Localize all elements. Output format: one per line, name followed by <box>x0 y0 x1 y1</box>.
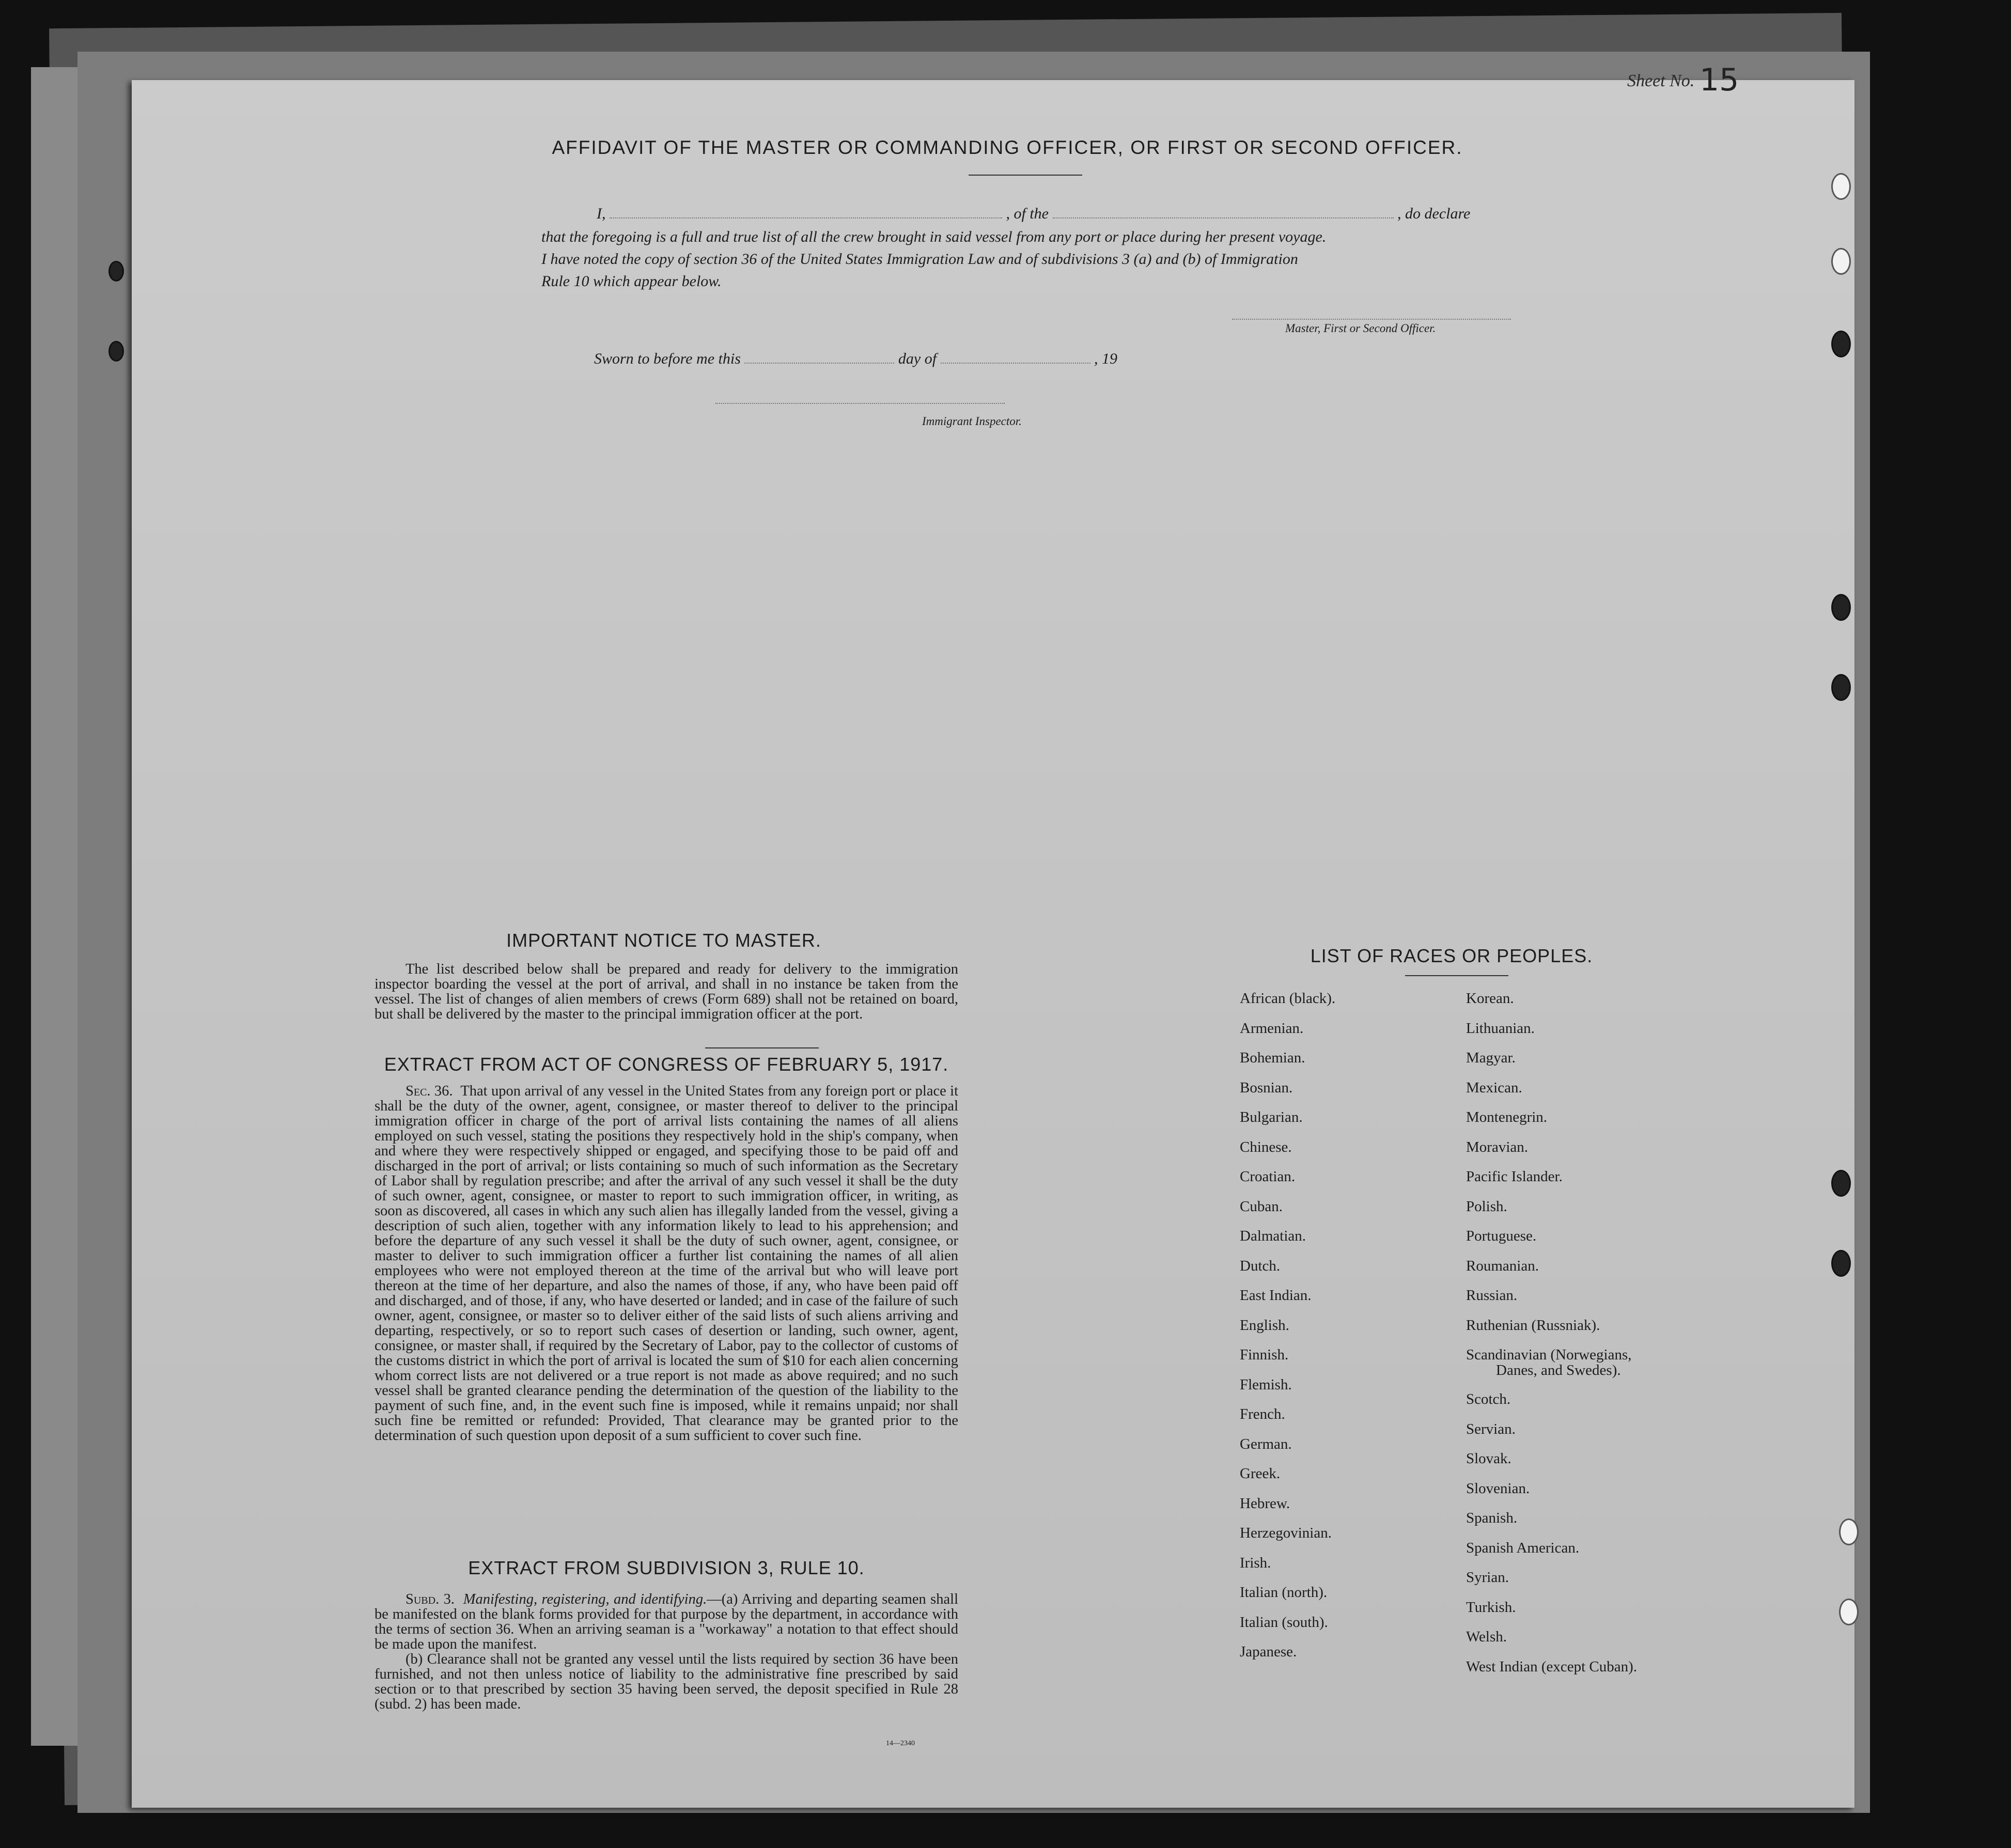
race-item: Roumanian. <box>1466 1257 1539 1274</box>
race-item: East Indian. <box>1240 1287 1312 1304</box>
section-label: Sec. 36. <box>406 1083 453 1099</box>
race-item: Korean. <box>1466 990 1514 1007</box>
rule-text <box>375 1592 958 1712</box>
page-number: 146 <box>1885 132 1933 158</box>
notice-title: IMPORTANT NOTICE TO MASTER. <box>506 930 821 951</box>
race-item: Lithuanian. <box>1466 1020 1535 1037</box>
officer-signature-label: Master, First or Second Officer. <box>1285 322 1436 335</box>
race-item: Mexican. <box>1466 1079 1522 1096</box>
race-item: English. <box>1240 1317 1289 1334</box>
rule-paragraph-b: (b) Clearance shall not be granted any vessel until the lists required by section 36 have been furnished, and not then unless notice of liability to the administrative fine prescribed by said section or to that prescribed by section 35 having been served, the deposit specified in Rule 28 (subd. 2) has been made. <box>375 1651 958 1712</box>
binder-hole-icon <box>108 261 124 281</box>
race-item: Italian (north). <box>1240 1584 1328 1601</box>
divider <box>969 175 1082 176</box>
race-item: Spanish American. <box>1466 1539 1580 1556</box>
rule-paragraph-a: —(a) Arriving and departing seamen shall be manifested on the blank forms provided for that purpose by the department, in accordance with the terms of section 36. When an arriving seaman is a "workaway" a notation to that effect should be made upon the manifest. <box>375 1591 958 1652</box>
sworn-label: Sworn to before me this <box>594 350 741 367</box>
day-of-label: day of <box>898 350 937 367</box>
race-item: Moravian. <box>1466 1138 1528 1155</box>
race-item: African (black). <box>1240 990 1336 1007</box>
races-column-2 <box>1466 990 1637 1688</box>
officer-signature-line[interactable] <box>1232 319 1511 320</box>
inspector-signature-label: Immigrant Inspector. <box>922 415 1022 428</box>
punch-hole-icon <box>1839 1518 1859 1545</box>
divider <box>1405 975 1508 976</box>
sheet-label: Sheet No. <box>1627 71 1695 90</box>
race-item: Slovenian. <box>1466 1480 1530 1497</box>
do-declare-label: , do declare <box>1397 205 1471 222</box>
race-item: Welsh. <box>1466 1628 1507 1645</box>
notice-paragraph: The list described below shall be prepared and ready for delivery to the immigration inspector boarding the vessel at the port of arrival, and shall in no instance be taken from the vessel. The list of changes of alien members of crews (Form 689) shall not be retained on board, but shall be delivered by the master to the principal immigration officer at the port. <box>375 961 958 1022</box>
race-item: Spanish. <box>1466 1510 1518 1526</box>
punch-hole-icon <box>1831 594 1851 621</box>
race-item: Italian (south). <box>1240 1614 1328 1631</box>
race-item: West Indian (except Cuban). <box>1466 1658 1638 1675</box>
punch-hole-icon <box>1831 331 1851 357</box>
race-item: Russian. <box>1466 1287 1518 1304</box>
punch-hole-icon <box>1831 1250 1851 1277</box>
race-item: Bosnian. <box>1240 1079 1293 1096</box>
side-annotation: 30-1 <box>1935 1366 2003 1401</box>
race-item: Bohemian. <box>1240 1050 1305 1066</box>
race-item: Dalmatian. <box>1240 1228 1306 1244</box>
notice-text <box>375 962 958 1022</box>
race-item: Armenian. <box>1240 1020 1304 1037</box>
race-item: Flemish. <box>1240 1376 1292 1393</box>
year-label: , 19 <box>1094 350 1118 367</box>
punch-hole-icon <box>1831 173 1851 200</box>
name-blank[interactable] <box>610 212 1002 218</box>
punch-hole-icon <box>1839 1599 1859 1625</box>
race-item: Croatian. <box>1240 1168 1296 1185</box>
race-item: Bulgarian. <box>1240 1109 1303 1125</box>
rule-title: EXTRACT FROM SUBDIVISION 3, RULE 10. <box>468 1557 865 1578</box>
affidavit-line-2: that the foregoing is a full and true list of all the crew brought in said vessel from any port or place during her present voyage. <box>541 228 1327 245</box>
affidavit-line-3: I have noted the copy of section 36 of the United States Immigration Law and of subdivisions 3 (a) and (b) of Immigration <box>541 250 1298 268</box>
race-item: Cuban. <box>1240 1198 1283 1215</box>
binder-hole-icon <box>108 341 124 362</box>
i-label: I, <box>597 205 606 222</box>
divider <box>705 1047 819 1048</box>
race-item: Ruthenian (Russniak). <box>1466 1317 1600 1334</box>
race-item: Herzegovinian. <box>1240 1525 1332 1541</box>
act-text <box>375 1084 958 1443</box>
affidavit-title: AFFIDAVIT OF THE MASTER OR COMMANDING OFFICER, OR FIRST OR SECOND OFFICER. <box>552 137 1463 158</box>
subd-label: Subd. 3. <box>406 1591 455 1607</box>
races-column-1 <box>1240 990 1335 1673</box>
race-item: Finnish. <box>1240 1346 1289 1363</box>
of-the-label: , of the <box>1006 205 1049 222</box>
race-item: Portuguese. <box>1466 1228 1537 1244</box>
day-blank[interactable] <box>744 357 894 364</box>
race-item: Greek. <box>1240 1465 1281 1482</box>
month-blank[interactable] <box>941 357 1090 364</box>
race-item: Scandinavian (Norwegians, <box>1466 1346 1632 1363</box>
race-item: French. <box>1240 1406 1285 1422</box>
race-item: Slovak. <box>1466 1450 1511 1467</box>
affidavit-line-1 <box>597 205 1470 223</box>
form-code: 14—2340 <box>886 1740 915 1747</box>
inspector-signature-line[interactable] <box>715 403 1005 404</box>
punch-hole-icon <box>1831 248 1851 275</box>
act-paragraph: That upon arrival of any vessel in the United States from any foreign port or place it shall be the duty of the owner, agent, consignee, or master thereof to deliver to the principal immigration officer in charge of the port of arrival lists containing the names of all aliens employed on such vessel, stating the positions they respectively hold in the ship's company, when and where they were respectively shipped or engaged, and specifying those to be paid off and discharged in the port of arrival; or lists containing so much of such information as the Secretary of Labor shall by regulation prescribe; and after the arrival of any such vessel it shall be the duty of such owner, agent, consignee, or master to report to such immigration officer, in writing, as soon as discovered, all cases in which any such alien has illegally landed from the vessel, giving a description of such alien, together with any information likely to lead to his apprehension; and before the departure of any such vessel it shall be the duty of such owner, agent, consignee, or master to deliver to such immigration officer a further list containing the names of all alien employees who were not employed thereon at the time of the arrival but who will leave port thereon at the time of her departure, and also the names of those, if any, who have been paid off and discharged, and of those, if any, who have deserted or landed; and in case of the failure of such owner, agent, consignee, or master so to deliver either of the said lists of such aliens arriving and departing, respectively, or so to report such cases of desertion or landing, such owner, agent, consignee, or master shall, if required by the Secretary of Labor, pay to the collector of customs of the customs district in which the port of arrival is located the sum of $10 for each alien concerning whom correct lists are not delivered or a true report is not made as above required; and no such vessel shall be granted clearance pending the determination of the question of the liability to the payment of such fine, and, in the event such fine is imposed, while it remains unpaid; nor shall such fine be remitted or refunded: Provided, That clearance may be granted prior to the determination of such question upon deposit of a sum sufficient to cover such fine. <box>375 1083 958 1444</box>
race-item: Japanese. <box>1240 1643 1297 1660</box>
race-item: Dutch. <box>1240 1257 1281 1274</box>
races-title: LIST OF RACES OR PEOPLES. <box>1310 945 1593 966</box>
race-item: Scotch. <box>1466 1391 1511 1407</box>
subd-heading: Manifesting, registering, and identifying. <box>463 1591 707 1607</box>
race-item: Magyar. <box>1466 1050 1516 1066</box>
sworn-line <box>594 350 1117 368</box>
race-item: Pacific Islander. <box>1466 1168 1563 1185</box>
act-title: EXTRACT FROM ACT OF CONGRESS OF FEBRUARY 5, 1917. <box>384 1054 949 1075</box>
race-item: Hebrew. <box>1240 1495 1290 1512</box>
punch-hole-icon <box>1831 674 1851 701</box>
race-item: Polish. <box>1466 1198 1507 1215</box>
race-item: Turkish. <box>1466 1599 1516 1616</box>
sheet-number: 15 <box>1700 62 1739 98</box>
race-item: Chinese. <box>1240 1138 1292 1155</box>
race-item: Danes, and Swedes). <box>1496 1362 1621 1379</box>
punch-hole-icon <box>1831 1170 1851 1197</box>
race-item: Montenegrin. <box>1466 1109 1548 1125</box>
race-item: Servian. <box>1466 1420 1516 1437</box>
race-item: Syrian. <box>1466 1569 1509 1586</box>
affidavit-line-4: Rule 10 which appear below. <box>541 273 722 290</box>
race-item: German. <box>1240 1435 1292 1452</box>
race-item: Irish. <box>1240 1554 1271 1571</box>
vessel-blank[interactable] <box>1053 212 1394 218</box>
